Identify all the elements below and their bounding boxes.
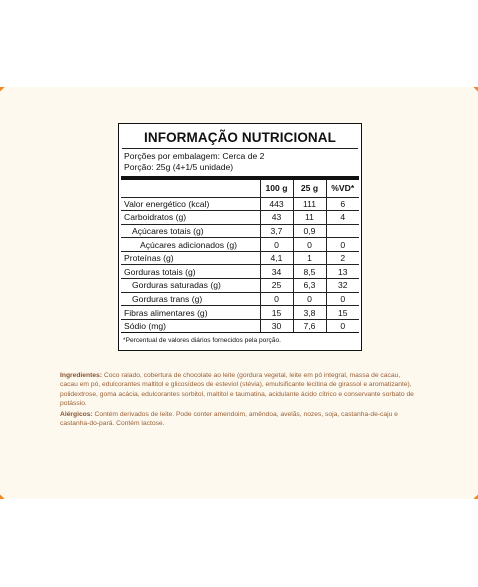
header-cell: %VD* [326,180,359,197]
orange-corner-decoration [438,87,478,122]
table-row [121,279,359,293]
portions-per-package: Porções por embalagem: Cerca de 2 [124,151,265,161]
title-divider [122,148,358,149]
value-per-portion: 0,9 [293,224,326,238]
allergens-label: Alérgicos: [60,411,93,418]
value-per-portion: 111 [293,197,326,211]
value-per-portion: 3,8 [293,306,326,320]
value-per-portion: 0 [293,292,326,306]
value-per-100g: 43 [260,211,293,225]
value-per-100g: 4,1 [260,251,293,265]
value-per-portion: 8,5 [293,265,326,279]
value-per-portion: 0 [293,238,326,252]
orange-corner-decoration [0,464,40,499]
allergens-text [60,410,417,429]
table-row [121,292,359,306]
orange-corner-decoration [438,464,478,499]
daily-value-percent: 0 [326,319,359,333]
portion-size: Porção: 25g (4+1/5 unidade) [124,162,234,172]
daily-value-percent: 32 [326,279,359,293]
daily-value-percent: 13 [326,265,359,279]
value-per-100g: 443 [260,197,293,211]
value-per-portion: 7,6 [293,319,326,333]
nutrient-label: Sódio (mg) [121,319,260,333]
value-per-100g: 3,7 [260,224,293,238]
nutrition-facts-panel [118,123,362,351]
orange-corner-decoration [0,87,40,122]
value-per-100g: 15 [260,306,293,320]
daily-value-percent: 4 [326,211,359,225]
nutrient-label: Carboidratos (g) [121,211,260,225]
allergens-body: Contém derivados de leite. Pode conter amendoim, amêndoa, avelãs, nozes, soja, castanha-de-caju e castanha-do-pará. Contém lactose. [60,411,398,428]
daily-value-percent: 0 [326,238,359,252]
table-row [121,197,359,211]
value-per-100g: 25 [260,279,293,293]
ingredients-label: Ingredientes: [60,372,102,379]
value-per-100g: 0 [260,238,293,252]
header-cell: 25 g [293,180,326,197]
daily-value-percent: 2 [326,251,359,265]
ingredients-body: Coco ralado, cobertura de chocolate ao leite (gordura vegetal, leite em pó integral, massa de cacau, cacau em pó, edulcorantes maltitol e glicosídeos de esteviol (stévia), emulsificante lecitina de girassol e aromatizante), polidextrose, goma acácia, edulcorantes sorbitol, maltitol e taumatina, acidulante ácido cítrico e conservante sorbato de potássio. [60,372,414,408]
nutrient-label: Gorduras totais (g) [121,265,260,279]
table-row [121,265,359,279]
header-cell: 100 g [260,180,293,197]
value-per-portion: 11 [293,211,326,225]
nutrition-table [121,180,359,333]
table-row [121,238,359,252]
nutrient-label: Gorduras saturadas (g) [121,279,260,293]
daily-value-percent: 0 [326,292,359,306]
nutrient-label: Proteínas (g) [121,251,260,265]
nutrient-label: Açúcares totais (g) [121,224,260,238]
value-per-100g: 30 [260,319,293,333]
nutrient-label: Valor energético (kcal) [121,197,260,211]
daily-value-percent: 6 [326,197,359,211]
table-row [121,306,359,320]
panel-title: INFORMAÇÃO NUTRICIONAL [144,130,336,145]
daily-value-percent: 15 [326,306,359,320]
value-per-100g: 34 [260,265,293,279]
table-row [121,224,359,238]
nutrient-label: Gorduras trans (g) [121,292,260,306]
header-cell [121,180,260,197]
value-per-portion: 1 [293,251,326,265]
table-row [121,211,359,225]
value-per-portion: 6,3 [293,279,326,293]
value-per-100g: 0 [260,292,293,306]
table-row [121,319,359,333]
nutrient-label: Fibras alimentares (g) [121,306,260,320]
table-header-row [121,180,359,197]
daily-value-percent [326,224,359,238]
ingredients-text [60,371,417,409]
table-row [121,251,359,265]
daily-value-footnote: *Percentual de valores diários fornecidos pela porção. [123,337,281,345]
nutrient-label: Açúcares adicionados (g) [121,238,260,252]
